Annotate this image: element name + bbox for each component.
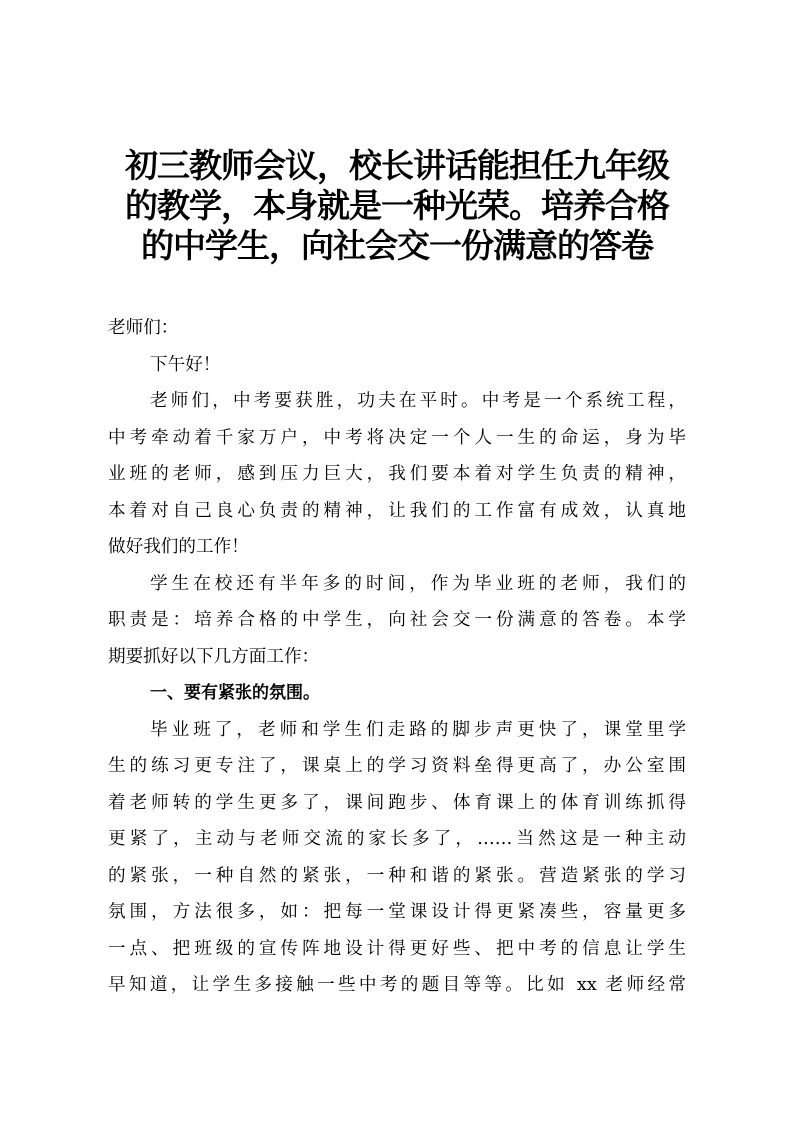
document-body <box>108 310 686 1004</box>
paragraph-line: 的紧张，一种自然的紧张，一种和谐的紧张。营造紧张的学习 <box>108 865 686 886</box>
salutation: 老师们： <box>108 318 179 338</box>
paragraph-3 <box>108 712 686 1004</box>
paragraph-line: 职责是：培养合格的中学生，向社会交一份满意的答卷。本学 <box>108 610 686 630</box>
paragraph-line: 做好我们的工作！ <box>108 537 249 557</box>
paragraph-line: 着老师转的学生更多了，课间跑步、体育课上的体育训练抓得 <box>108 792 686 813</box>
paragraph-line: 更紧了，主动与老师交流的家长多了，……当然这是一种主动 <box>108 829 686 849</box>
paragraph-line: 老师们，中考要获胜，功夫在平时。中考是一个系统工程， <box>150 391 686 411</box>
title-line: 初三教师会议，校长讲话能担任九年级 <box>125 146 669 185</box>
paragraph-2 <box>108 566 686 676</box>
greeting: 下午好！ <box>150 354 221 375</box>
paragraph-1 <box>108 383 686 566</box>
paragraph-line: 生的练习更专注了，课桌上的学习资料垒得更高了，办公室围 <box>108 756 686 776</box>
paragraph-line: 期要抓好以下几方面工作： <box>108 646 320 667</box>
paragraph-line: 毕业班了，老师和学生们走路的脚步声更快了，课堂里学 <box>150 719 686 740</box>
paragraph-line: 早知道，让学生多接触一些中考的题目等等。比如 xx 老师经常 <box>108 975 686 995</box>
paragraph-line: 氛围，方法很多，如：把每一堂课设计得更紧凑些，容量更多 <box>108 902 686 922</box>
title-line: 的教学，本身就是一种光荣。培养合格 <box>125 186 669 225</box>
document-title <box>100 146 694 266</box>
paragraph-line: 中考牵动着千家万户，中考将决定一个人一生的命运，身为毕 <box>108 427 686 448</box>
paragraph-line: 一点、把班级的宣传阵地设计得更好些、把中考的信息让学生 <box>108 938 686 959</box>
title-line: 的中学生，向社会交一份满意的答卷 <box>141 226 653 265</box>
paragraph-line: 本着对自己良心负责的精神，让我们的工作富有成效，认真地 <box>108 500 686 521</box>
paragraph-line: 学生在校还有半年多的时间，作为毕业班的老师，我们的 <box>150 573 686 594</box>
section-heading: 一、要有紧张的氛围。 <box>150 683 320 703</box>
paragraph-line: 业班的老师，感到压力巨大，我们要本着对学生负责的精神， <box>108 464 686 484</box>
